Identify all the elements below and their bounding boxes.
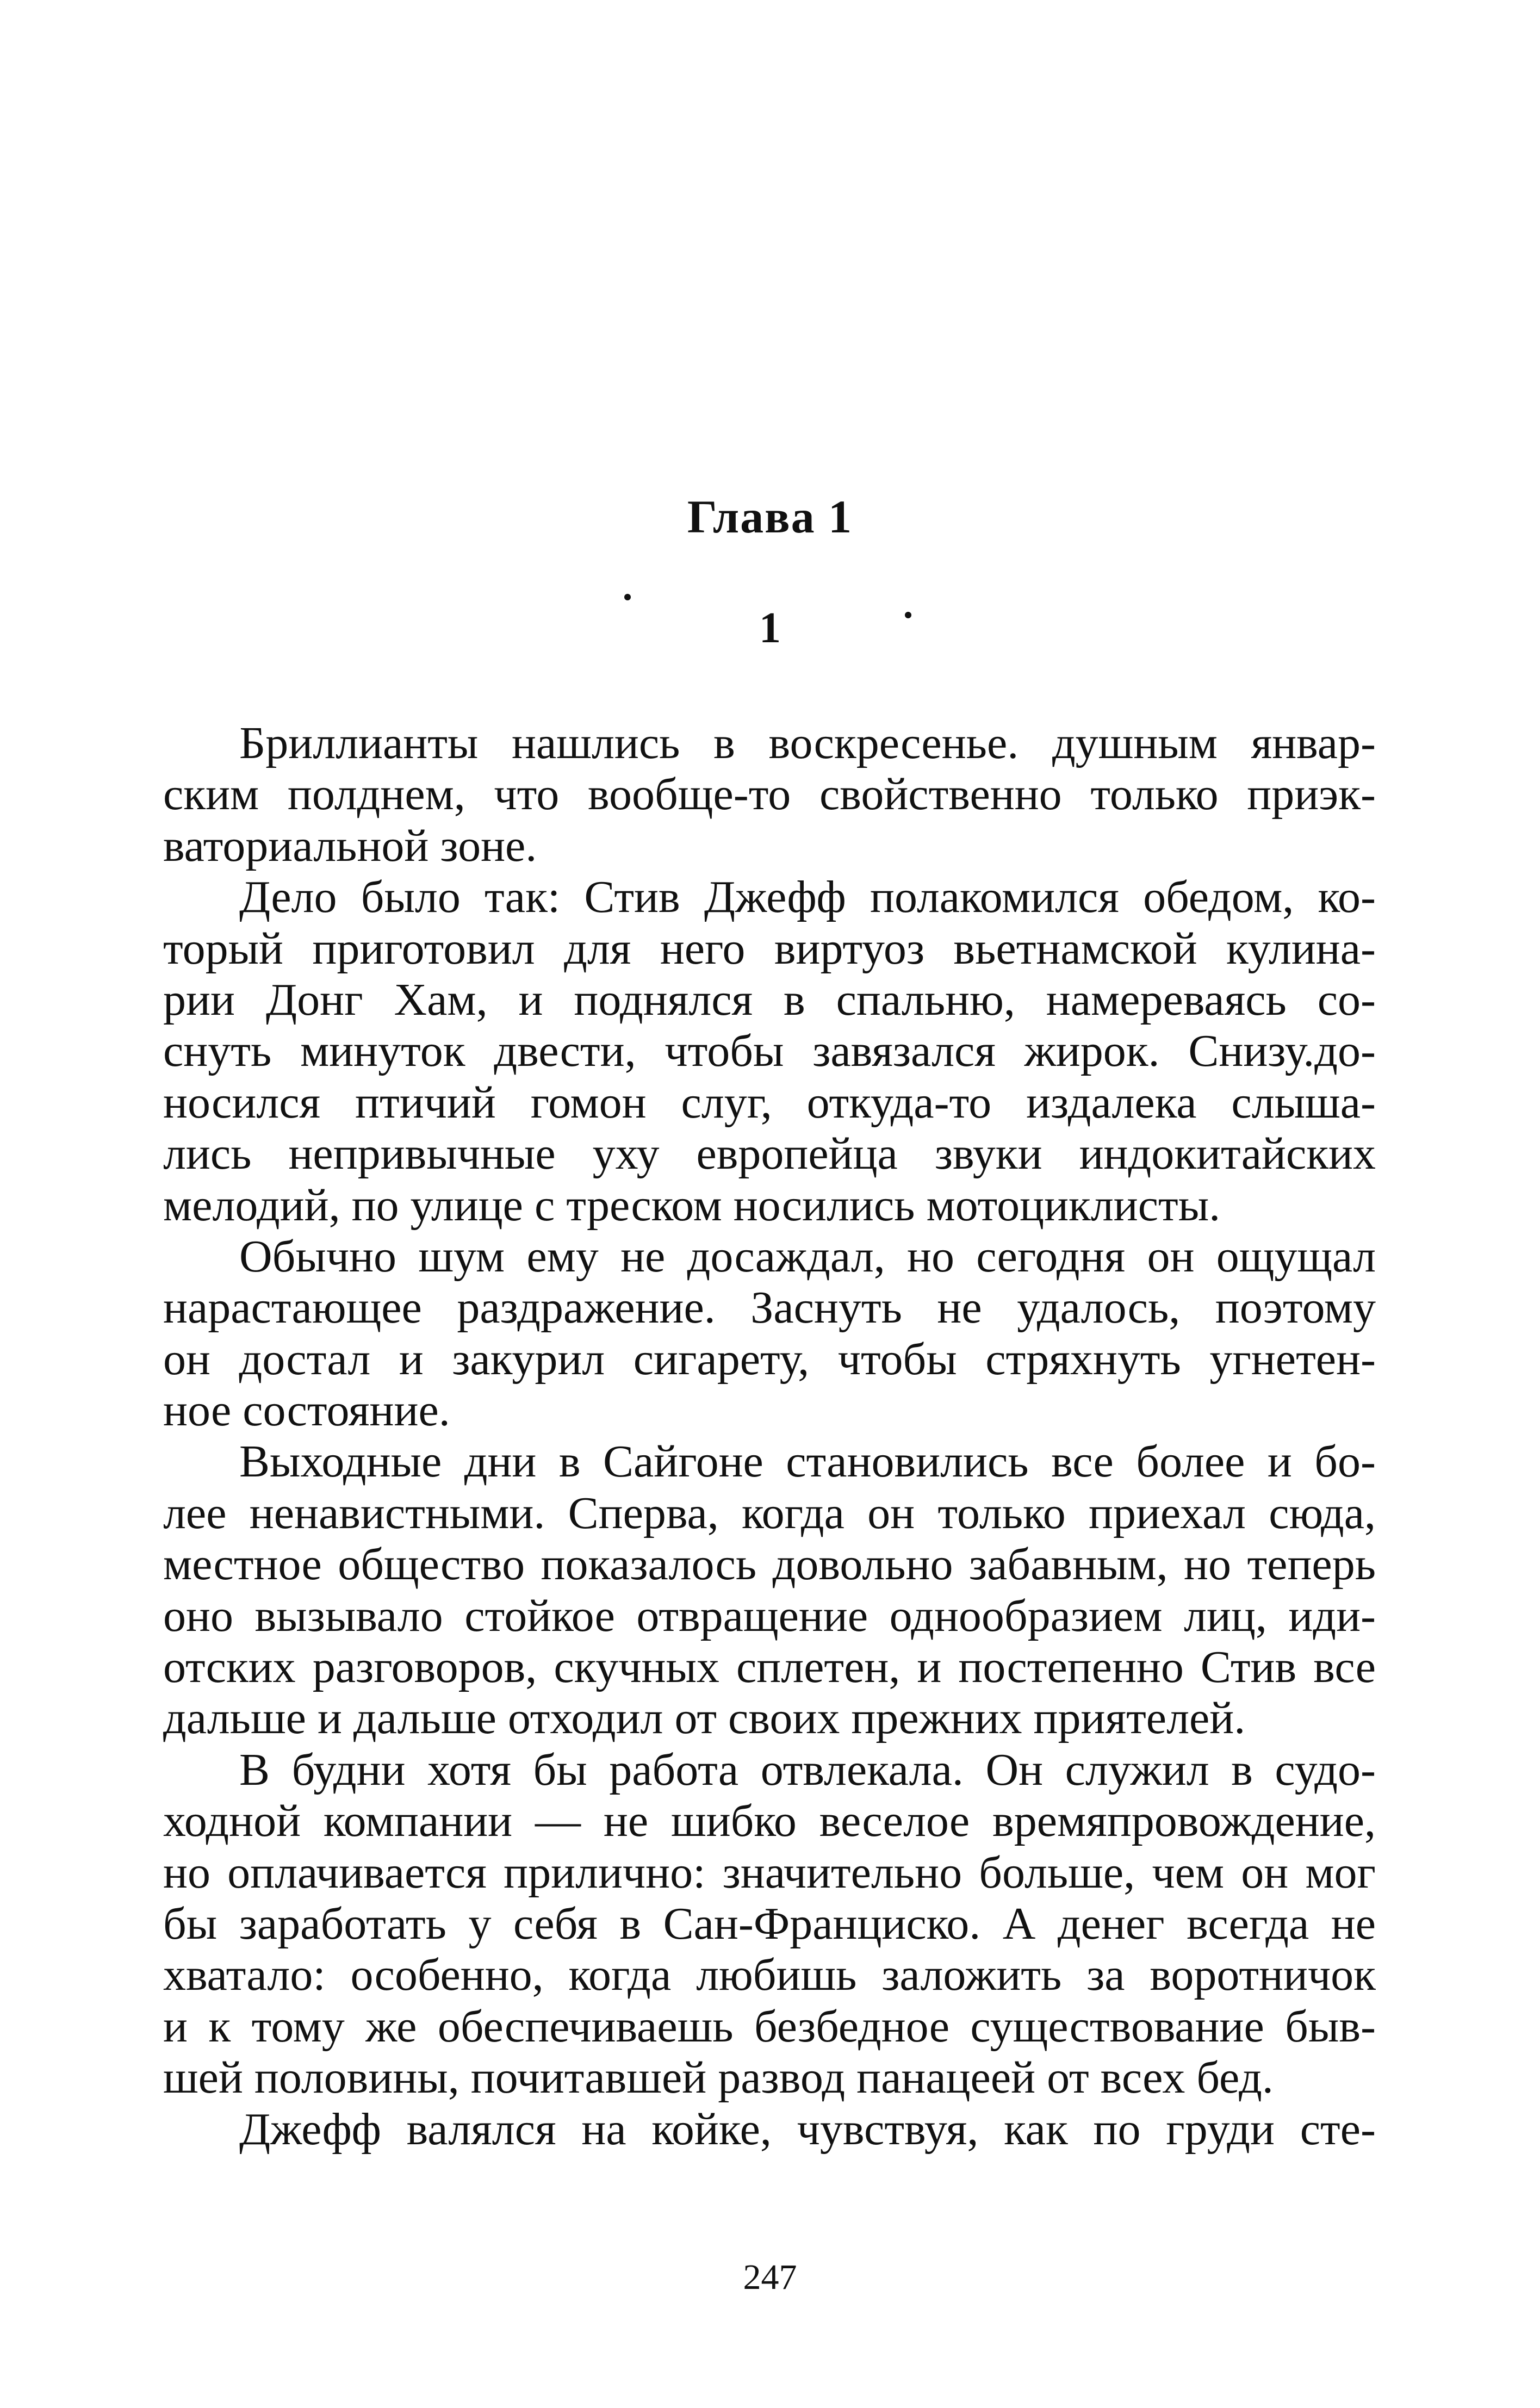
text-line: ским полднем, что вообще-то свойственно только приэк-: [163, 769, 1376, 820]
text-line: ное состояние.: [163, 1385, 450, 1436]
text-line: местное общество показалось довольно забавным, но теперь: [163, 1539, 1376, 1590]
text-line: Дело было так: Стив Джефф полакомился обедом, ко-: [239, 872, 1376, 923]
text-line: и к тому же обеспечиваешь безбедное существование быв-: [163, 2001, 1376, 2052]
print-speck: [624, 594, 631, 600]
section-number: 1: [759, 604, 781, 652]
text-line: он достал и закурил сигарету, чтобы стряхнуть угнетен-: [163, 1333, 1376, 1385]
text-line: Обычно шум ему не досаждал, но сегодня он ощущал: [239, 1231, 1376, 1282]
print-speck: [905, 612, 911, 618]
text-line: снуть минуток двести, чтобы завязался жирок. Снизу.до-: [163, 1026, 1376, 1077]
text-line: Бриллианты нашлись в воскресенье. душным январ-: [239, 718, 1376, 768]
text-line: лее ненавистными. Сперва, когда он только приехал сюда,: [163, 1487, 1376, 1538]
body-text: [163, 718, 1376, 2155]
text-line: нарастающее раздражение. Заснуть не удалось, поэтому: [163, 1282, 1376, 1333]
text-line: но оплачивается прилично: значительно больше, чем он мог: [163, 1847, 1376, 1898]
text-line: Выходные дни в Сайгоне становились все более и бо-: [239, 1436, 1376, 1487]
text-line: В будни хотя бы работа отвлекала. Он служил в судо-: [239, 1744, 1376, 1795]
text-line: отских разговоров, скучных сплетен, и постепенно Стив все: [163, 1642, 1376, 1693]
text-line: Джефф валялся на койке, чувствуя, как по груди сте-: [239, 2103, 1376, 2155]
text-line: лись непривычные уху европейца звуки индокитайских: [163, 1128, 1376, 1180]
text-line: бы заработать у себя в Сан-Франциско. А денег всегда не: [163, 1898, 1376, 1949]
text-line: носился птичий гомон слуг, откуда-то издалека слыша-: [163, 1077, 1376, 1128]
text-line: дальше и дальше отходил от своих прежних приятелей.: [163, 1693, 1246, 1744]
text-line: рии Донг Хам, и поднялся в спальню, намереваясь со-: [163, 974, 1376, 1025]
text-line: ходной компании — не шибко веселое времяпровождение,: [163, 1796, 1376, 1847]
text-line: ваториальной зоне.: [163, 820, 537, 871]
text-line: оно вызывало стойкое отвращение однообразием лиц, иди-: [163, 1590, 1376, 1641]
page-number: 247: [743, 2257, 797, 2297]
text-line: хватало: особенно, когда любишь заложить за воротничок: [163, 1950, 1376, 2001]
text-line: мелодий, по улице с треском носились мотоциклисты.: [163, 1180, 1221, 1231]
chapter-title: Глава 1: [687, 491, 853, 543]
text-line: шей половины, почитавшей развод панацеей от всех бед.: [163, 2052, 1274, 2103]
text-line: торый приготовил для него виртуоз вьетнамской кулина-: [163, 923, 1376, 974]
